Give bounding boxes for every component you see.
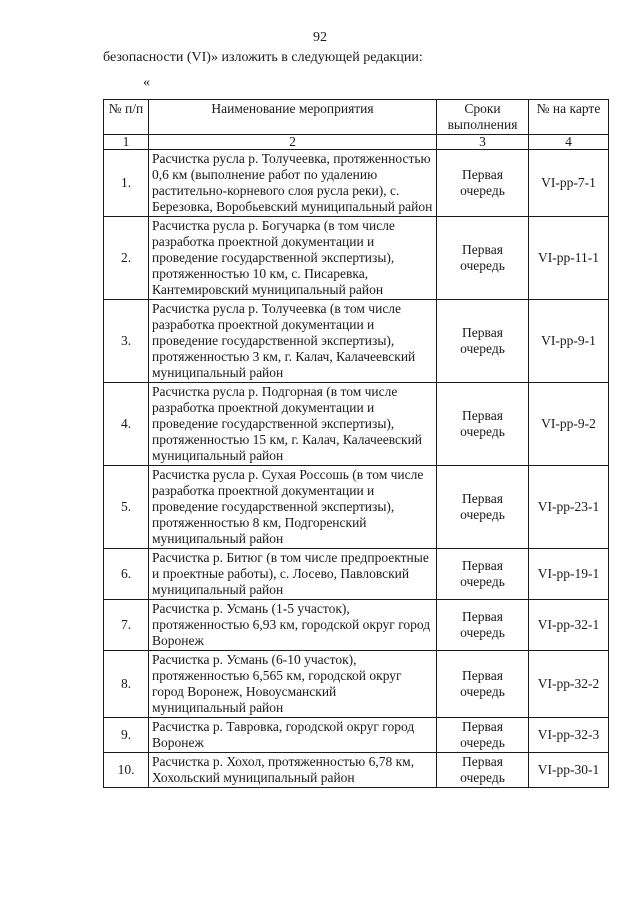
map-number: VI-рр-9-2 [529, 383, 609, 466]
row-number: 1. [104, 150, 149, 217]
table-row [104, 600, 609, 651]
row-number: 2. [104, 217, 149, 300]
deadline: Первая очередь [437, 549, 529, 600]
map-number: VI-рр-32-3 [529, 718, 609, 753]
row-number: 9. [104, 718, 149, 753]
row-number: 4. [104, 383, 149, 466]
deadline: Первая очередь [437, 217, 529, 300]
table-row [104, 753, 609, 788]
intro-text: безопасности (VI)» изложить в следующей редакции: [103, 50, 423, 65]
header-measure-name: Наименование мероприятия [149, 100, 437, 135]
measure-name: Расчистка русла р. Толучеевка, протяженностью 0,6 км (выполнение работ по удалению растительно-корневого слоя русла реки), с. Березовка, Воробьевский муниципальный район [149, 150, 437, 217]
map-number: VI-рр-32-2 [529, 651, 609, 718]
row-number: 5. [104, 466, 149, 549]
measures-table [103, 99, 609, 788]
table-row [104, 383, 609, 466]
table-row [104, 651, 609, 718]
header-deadline: Сроки выполнения [437, 100, 529, 135]
measure-name: Расчистка русла р. Сухая Россошь (в том числе разработка проектной документации и проведение государственной экспертизы), протяженностью 8 км, Подгоренский муниципальный район [149, 466, 437, 549]
deadline: Первая очередь [437, 718, 529, 753]
row-number: 8. [104, 651, 149, 718]
table-row [104, 300, 609, 383]
measure-name: Расчистка русла р. Толучеевка (в том числе разработка проектной документации и проведение государственной экспертизы), протяженностью 3 км, г. Калач, Калачеевский муниципальный район [149, 300, 437, 383]
row-number: 7. [104, 600, 149, 651]
table-row [104, 150, 609, 217]
table-row [104, 217, 609, 300]
measure-name: Расчистка р. Хохол, протяженностью 6,78 км, Хохольский муниципальный район [149, 753, 437, 788]
column-index: 1 [104, 135, 149, 150]
measure-name: Расчистка р. Усмань (1-5 участок), протяженностью 6,93 км, городской округ город Воронеж [149, 600, 437, 651]
header-map-number: № на карте [529, 100, 609, 135]
column-index-row [104, 135, 609, 150]
map-number: VI-рр-19-1 [529, 549, 609, 600]
row-number: 10. [104, 753, 149, 788]
table-row [104, 466, 609, 549]
deadline: Первая очередь [437, 383, 529, 466]
deadline: Первая очередь [437, 600, 529, 651]
measure-name: Расчистка р. Тавровка, городской округ город Воронеж [149, 718, 437, 753]
measure-name: Расчистка р. Битюг (в том числе предпроектные и проектные работы), с. Лосево, Павловский муниципальный район [149, 549, 437, 600]
table-row [104, 718, 609, 753]
map-number: VI-рр-32-1 [529, 600, 609, 651]
row-number: 3. [104, 300, 149, 383]
page-number: 92 [313, 30, 327, 45]
map-number: VI-рр-11-1 [529, 217, 609, 300]
deadline: Первая очередь [437, 150, 529, 217]
column-index: 3 [437, 135, 529, 150]
deadline: Первая очередь [437, 300, 529, 383]
table-row [104, 549, 609, 600]
table-header-row [104, 100, 609, 135]
opening-quote: « [143, 75, 150, 90]
measure-name: Расчистка русла р. Подгорная (в том числе разработка проектной документации и проведение государственной экспертизы), протяженностью 15 км, г. Калач, Калачеевский муниципальный район [149, 383, 437, 466]
row-number: 6. [104, 549, 149, 600]
map-number: VI-рр-30-1 [529, 753, 609, 788]
column-index: 4 [529, 135, 609, 150]
measure-name: Расчистка р. Усмань (6-10 участок), протяженностью 6,565 км, городской округ город Воронеж, Новоусманский муниципальный район [149, 651, 437, 718]
deadline: Первая очередь [437, 651, 529, 718]
measure-name: Расчистка русла р. Богучарка (в том числе разработка проектной документации и проведение государственной экспертизы), протяженностью 10 км, с. Писаревка, Кантемировский муниципальный район [149, 217, 437, 300]
map-number: VI-рр-7-1 [529, 150, 609, 217]
header-number: № п/п [104, 100, 149, 135]
deadline: Первая очередь [437, 753, 529, 788]
map-number: VI-рр-9-1 [529, 300, 609, 383]
deadline: Первая очередь [437, 466, 529, 549]
map-number: VI-рр-23-1 [529, 466, 609, 549]
column-index: 2 [149, 135, 437, 150]
